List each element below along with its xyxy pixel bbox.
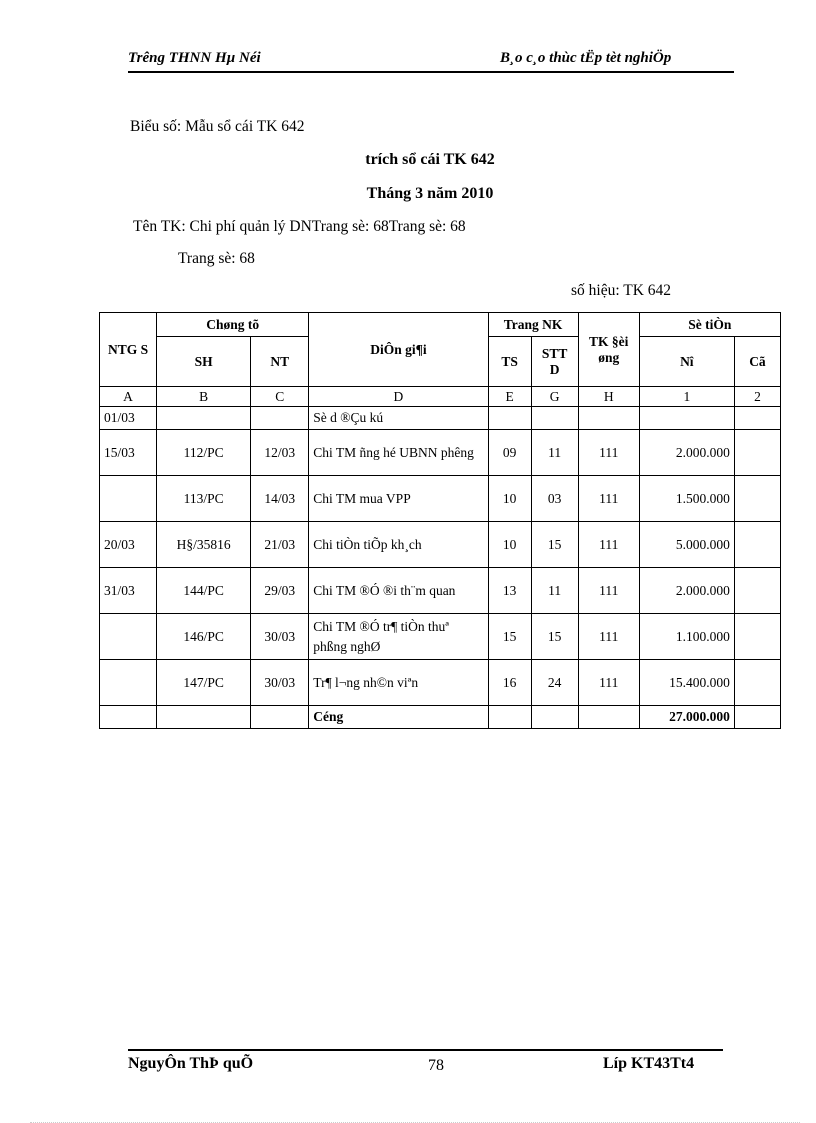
cell-sh: 144/PC: [157, 568, 251, 614]
table-row: [100, 430, 781, 476]
total-no: 27.000.000: [639, 706, 734, 729]
document-title: trích sổ cái TK 642: [365, 151, 495, 168]
header-no: Nî: [639, 337, 734, 387]
header-chung-tu: Chøng tõ: [157, 313, 309, 337]
cell-ntgs: [100, 660, 157, 706]
letter-cell: E: [488, 387, 531, 407]
cell-ntgs: [100, 476, 157, 522]
total-label: Céng: [309, 706, 488, 729]
letter-cell: C: [251, 387, 309, 407]
cell-desc: Sè d ®Çu kú: [309, 407, 488, 430]
cell-sh: 113/PC: [157, 476, 251, 522]
cell-no: 2.000.000: [639, 430, 734, 476]
cell-tk: [578, 407, 639, 430]
header-so-tien: Sè tiÒn: [639, 313, 780, 337]
table-row: [100, 660, 781, 706]
cell-co: [734, 522, 780, 568]
account-number: số hiệu: TK 642: [571, 282, 672, 299]
cell-sh: 112/PC: [157, 430, 251, 476]
letter-cell: A: [100, 387, 157, 407]
cell-sttd: 11: [531, 568, 578, 614]
cell-ts: 10: [488, 522, 531, 568]
cell-tk: 111: [578, 476, 639, 522]
cell-ts: 10: [488, 476, 531, 522]
cell-ts: 16: [488, 660, 531, 706]
column-letter-row: [100, 387, 781, 407]
cell-co: [734, 430, 780, 476]
cell-sttd: 24: [531, 660, 578, 706]
header-sh: SH: [157, 337, 251, 387]
cell-sttd: 03: [531, 476, 578, 522]
cell-desc: Chi TM mua VPP: [309, 476, 488, 522]
cell-desc: Chi TM ®Ó ®i th¨m quan: [309, 568, 488, 614]
header-tk-doi-ung: TK §èi øng: [578, 313, 639, 387]
letter-cell: 1: [639, 387, 734, 407]
header-nt: NT: [251, 337, 309, 387]
footer-author: NguyÔn ThÞ quÕ: [128, 1055, 254, 1072]
cell-desc: Chi TM ®Ó tr¶ tiÒn thuª phßng nghØ: [309, 614, 488, 660]
cell-no: 2.000.000: [639, 568, 734, 614]
cell-desc: Chi tiÒn tiÕp kh¸ch: [309, 522, 488, 568]
cell-sttd: 15: [531, 522, 578, 568]
page-number-line: Trang sè: 68: [178, 250, 255, 267]
cell-no: [639, 407, 734, 430]
cell-tk: 111: [578, 614, 639, 660]
form-label: Biểu số: Mẫu sổ cái TK 642: [130, 118, 305, 135]
cell-tk: 111: [578, 522, 639, 568]
header-left: Trêng THNN Hµ Néi: [128, 50, 261, 66]
cell-co: [734, 568, 780, 614]
cell-ts: 09: [488, 430, 531, 476]
header-right: B¸o c¸o thùc tËp tèt nghiÖp: [500, 50, 672, 66]
header-ts: TS: [488, 337, 531, 387]
cell-tk: 111: [578, 430, 639, 476]
cell-ts: 13: [488, 568, 531, 614]
letter-cell: 2: [734, 387, 780, 407]
letter-cell: B: [157, 387, 251, 407]
cell-ntgs: 31/03: [100, 568, 157, 614]
cell-sh: 146/PC: [157, 614, 251, 660]
table-row: [100, 407, 781, 430]
cell-nt: 30/03: [251, 614, 309, 660]
cell-ts: [488, 407, 531, 430]
header-rule: [128, 71, 734, 73]
cell-sttd: [531, 407, 578, 430]
cell-tk: 111: [578, 660, 639, 706]
letter-cell: H: [578, 387, 639, 407]
cell-sh: [157, 407, 251, 430]
table-row: [100, 614, 781, 660]
table-row: [100, 476, 781, 522]
cell-no: 5.000.000: [639, 522, 734, 568]
cell-ntgs: 01/03: [100, 407, 157, 430]
total-row: [100, 706, 781, 729]
cell-desc: Chi TM ñng hé UBNN phêng: [309, 430, 488, 476]
cell-nt: 14/03: [251, 476, 309, 522]
period-title: Tháng 3 năm 2010: [366, 185, 494, 202]
header-ntgs: NTG S: [100, 313, 157, 387]
cell-no: 15.400.000: [639, 660, 734, 706]
letter-cell: G: [531, 387, 578, 407]
cell-ntgs: 15/03: [100, 430, 157, 476]
header-sttd: STT D: [531, 337, 578, 387]
cell-nt: 21/03: [251, 522, 309, 568]
cell-desc: Tr¶ l¬ng nh©n viªn: [309, 660, 488, 706]
cell-co: [734, 614, 780, 660]
cell-tk: 111: [578, 568, 639, 614]
cell-sh: H§/35816: [157, 522, 251, 568]
cell-no: 1.500.000: [639, 476, 734, 522]
cell-ts: 15: [488, 614, 531, 660]
cell-nt: [251, 407, 309, 430]
cell-ntgs: [100, 614, 157, 660]
header-trang-nk: Trang NK: [488, 313, 578, 337]
cell-sttd: 11: [531, 430, 578, 476]
cell-nt: 29/03: [251, 568, 309, 614]
cell-co: [734, 660, 780, 706]
table-row: [100, 522, 781, 568]
account-name-line: Tên TK: Chi phí quản lý DNTrang sè: 68Trang sè: 68: [133, 218, 466, 235]
footer-rule: [128, 1049, 723, 1051]
table-row: [100, 568, 781, 614]
cell-nt: 30/03: [251, 660, 309, 706]
cell-nt: 12/03: [251, 430, 309, 476]
footer-class: Líp KT43Tt4: [603, 1055, 695, 1072]
header-dien-giai: DiÔn gi¶i: [309, 313, 488, 387]
letter-cell: D: [309, 387, 488, 407]
cell-sttd: 15: [531, 614, 578, 660]
cell-sh: 147/PC: [157, 660, 251, 706]
cell-ntgs: 20/03: [100, 522, 157, 568]
cell-no: 1.100.000: [639, 614, 734, 660]
cell-co: [734, 476, 780, 522]
header-co: Cã: [734, 337, 780, 387]
footer-page-number: 78: [428, 1057, 444, 1074]
ledger-table: [99, 312, 781, 729]
cell-co: [734, 407, 780, 430]
